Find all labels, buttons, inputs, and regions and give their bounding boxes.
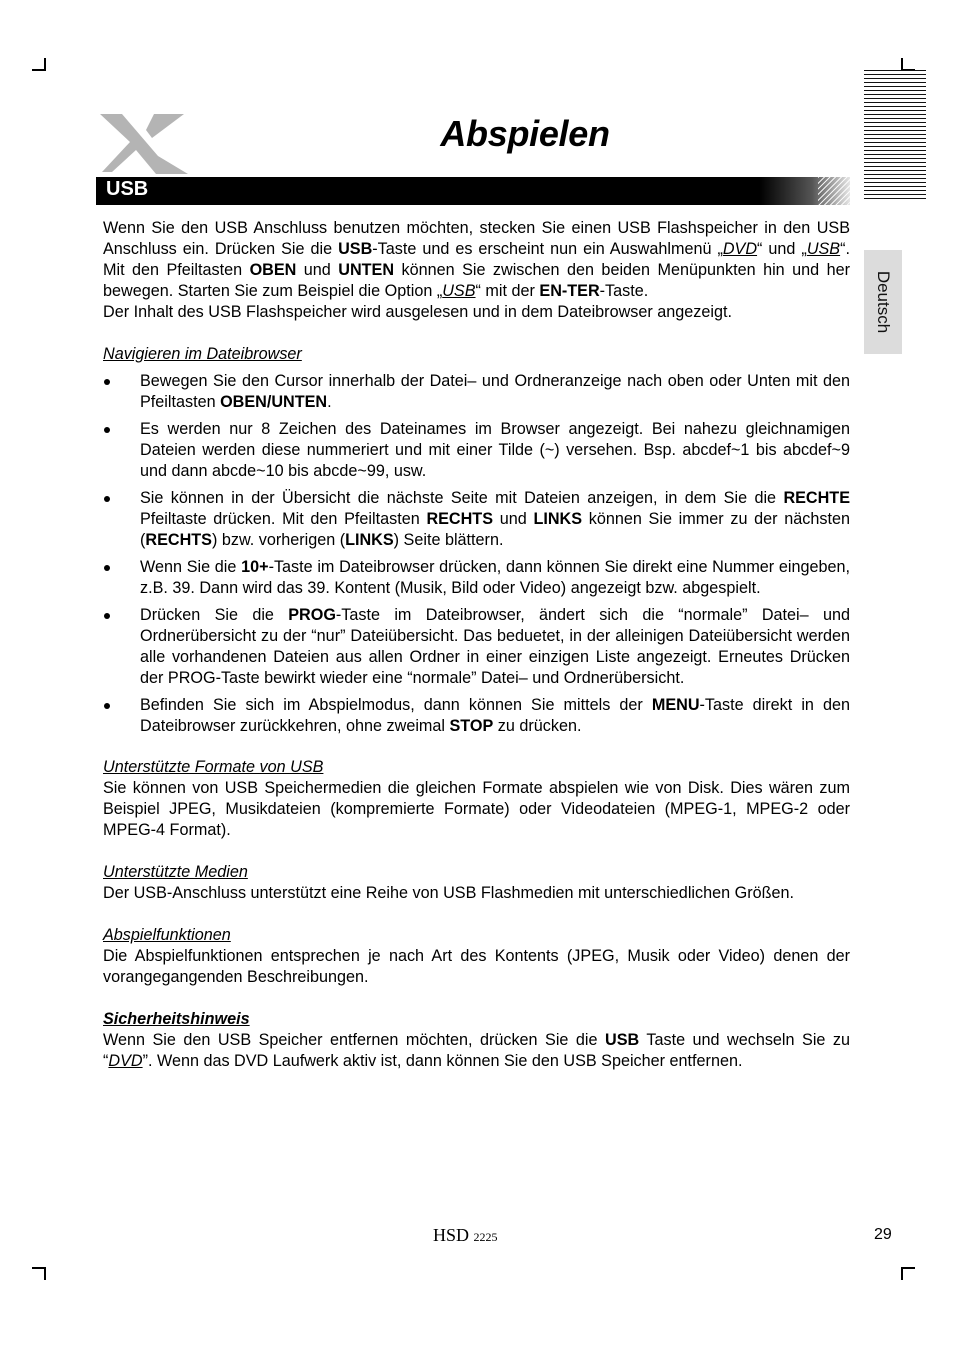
section-title: USB [106, 178, 149, 200]
decorative-stripes [864, 70, 926, 200]
list-item: Wenn Sie die 10+-Taste im Dateibrowser drücken, dann können Sie direkt eine Nummer eingeben, z.B. 39. Dann wird das 39. Kontent (Musik, Bild oder Video) angezeigt bzw. abgespielt. [103, 557, 850, 599]
crop-mark-top-left [32, 69, 46, 71]
model-brand: HSD 2225 [433, 1225, 498, 1245]
page-title: Abspielen [440, 113, 610, 154]
xoro-x-logo-icon [96, 110, 192, 176]
formats-heading: Unterstützte Formate von USB [103, 758, 324, 776]
list-item: Bewegen Sie den Cursor innerhalb der Datei– und Ordneranzeige nach oben oder Unten mit den Pfeiltasten OBEN/UNTEN. [103, 371, 850, 413]
list-item: Es werden nur 8 Zeichen des Dateinames im Browser angezeigt. Bei nahezu gleichnamigen Dateien werden diese nummeriert und mit einer Tilde (~) versehen. Bsp. abcdef~1 bis abcdef~9 und dann abcde~10 bis abcde~99, usw. [103, 419, 850, 482]
section-header-bar [96, 177, 850, 205]
navigation-list [103, 371, 850, 737]
safety-heading: Sicherheitshinweis [103, 1010, 250, 1028]
intro-paragraph-2: Der Inhalt des USB Flashspeicher wird ausgelesen und in dem Dateibrowser angezeigt. [103, 303, 732, 321]
language-tab [864, 250, 902, 354]
main-content [103, 218, 850, 1072]
crop-mark-bottom-left [32, 1267, 46, 1269]
page-number: 29 [874, 1226, 892, 1243]
list-item: Sie können in der Übersicht die nächste Seite mit Dateien anzeigen, in dem Sie die RECHTE Pfeiltaste drücken. Mit den Pfeiltasten RECHTS und LINKS können Sie immer zu der nächsten (RECHTS) bzw. vorherigen (LINKS) Seite blättern. [103, 488, 850, 551]
section-bar-pattern [818, 177, 850, 205]
functions-heading: Abspielfunktionen [103, 926, 231, 944]
functions-text: Die Abspielfunktionen entsprechen je nach Art des Kontents (JPEG, Musik oder Video) denen der vorangegangenden Beschreibungen. [103, 947, 850, 986]
media-heading: Unterstützte Medien [103, 863, 248, 881]
formats-text: Sie können von USB Speichermedien die gleichen Formate abspielen wie von Disk. Dies wären zum Beispiel JPEG, Musikdateien (kompremierte Formate) oder Videodateien (MPEG-1, MPEG-2 oder MPEG-4 Format). [103, 779, 850, 839]
language-tab-label: Deutsch [874, 270, 893, 334]
navigation-heading: Navigieren im Dateibrowser [103, 345, 302, 363]
list-item: Befinden Sie sich im Abspielmodus, dann können Sie mittels der MENU-Taste direkt in den Dateibrowser zurückkehren, ohne zweimal STOP zu drücken. [103, 695, 850, 737]
media-text: Der USB-Anschluss unterstützt eine Reihe von USB Flashmedien mit unterschiedlichen Größen. [103, 884, 794, 902]
intro-paragraph: Wenn Sie den USB Anschluss benutzen möchten, stecken Sie einen USB Flashspeicher in den USB Anschluss ein. Drücken Sie die USB-Taste und es erscheint nun ein Auswahlmenü „DVD“ und „USB“. Mit den Pfeiltasten OBEN und UNTEN können Sie zwischen den beiden Menüpunkten hin und her bewegen. Starten Sie zum Beispiel die Option „USB“ mit der EN-TER-Taste. [103, 219, 850, 300]
list-item: Drücken Sie die PROG-Taste im Dateibrowser, ändert sich die “normale” Datei– und Ordnerübersicht zu der “nur” Dateiübersicht. Das beduetet, in der alleinigen Dateiübersicht werden alle vorhandenen Dateien aus allen Ordner in einer einzigen Liste angezeigt. Erneutes Drücken der PROG-Taste bewirkt wieder eine “normale” Datei– und Ordnerübersicht. [103, 605, 850, 689]
safety-text: Wenn Sie den USB Speicher entfernen möchten, drücken Sie die USB Taste und wechseln Sie zu “DVD”. Wenn das DVD Laufwerk aktiv ist, dann können Sie den USB Speicher entfernen. [103, 1031, 850, 1070]
crop-mark-bottom-right [901, 1267, 915, 1269]
